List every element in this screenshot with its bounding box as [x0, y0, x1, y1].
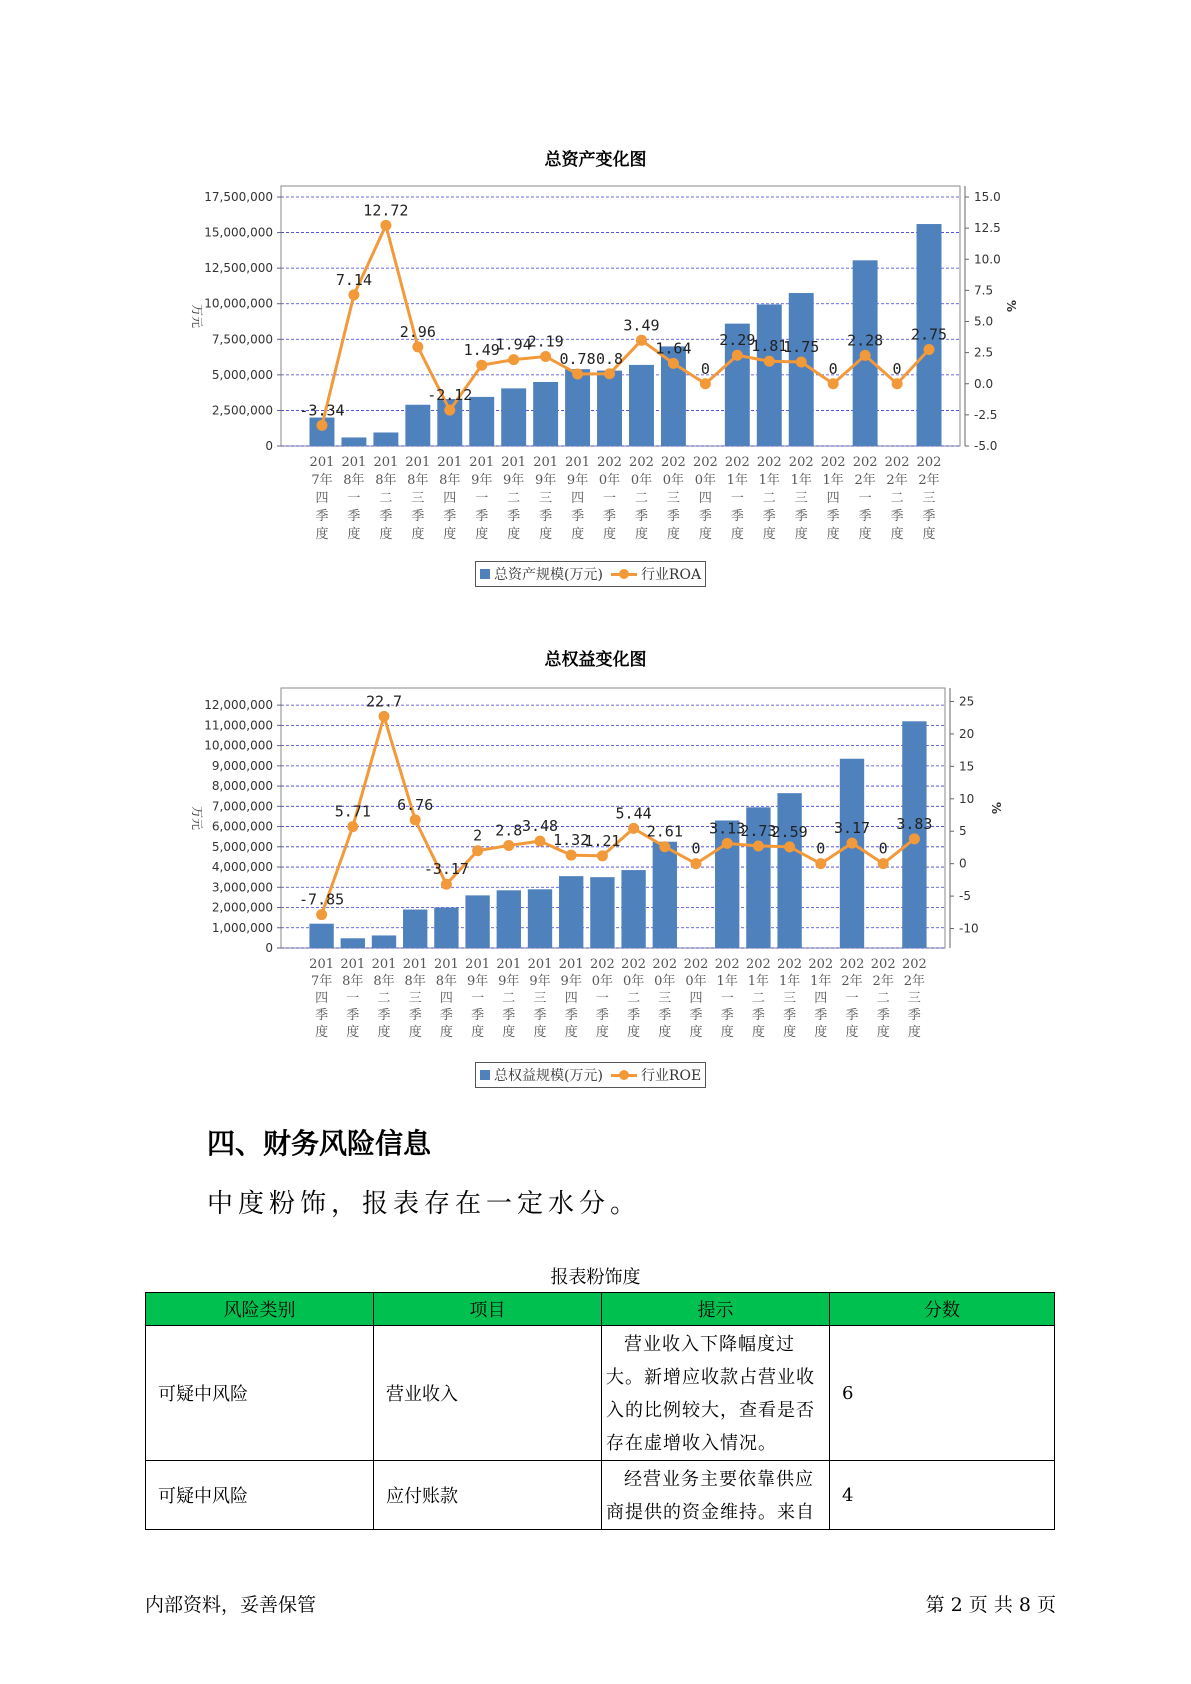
data-label: 2.28	[847, 331, 884, 350]
line-point	[784, 841, 795, 852]
x-tick-label: 201 8年二季度	[371, 957, 397, 1040]
data-label: 2.75	[910, 325, 948, 344]
y2-tick-label: 15	[959, 759, 975, 774]
x-tick-label: 202 1年二季度	[756, 455, 782, 542]
y-tick-label: 10,000,000	[204, 296, 273, 311]
y-tick-label: 2,000,000	[211, 900, 273, 915]
y2-tick-label: 2.5	[974, 345, 994, 360]
legend-line-swatch	[611, 569, 637, 579]
y-tick-label: 7,500,000	[211, 332, 273, 347]
data-label: 0	[892, 359, 902, 378]
line-point	[628, 823, 639, 834]
line-point	[316, 909, 327, 920]
line-point	[348, 289, 359, 300]
data-label: 1.21	[584, 831, 621, 850]
x-tick-label: 202 0年二季度	[629, 455, 654, 542]
y2-tick-label: 5	[959, 824, 967, 839]
x-tick-label: 201 9年二季度	[501, 455, 527, 542]
bar	[629, 365, 654, 446]
cell-score: 4	[830, 1461, 1055, 1530]
x-tick-label: 202 2年三季度	[916, 455, 942, 542]
legend-bar-label: 总权益规模(万元)	[494, 1068, 603, 1084]
line-point	[597, 850, 608, 861]
bar	[469, 397, 494, 446]
line-point	[572, 369, 583, 380]
header-score: 分数	[830, 1293, 1055, 1326]
data-label: -7.85	[299, 890, 345, 909]
cell-hint: 经营业务主要依靠供应商提供的资金维持。来自	[602, 1461, 830, 1530]
bar	[840, 759, 864, 948]
y2-tick-label: 12.5	[974, 221, 1001, 236]
x-tick-label: 201 7年四季度	[309, 957, 335, 1040]
x-tick-label: 202 0年一季度	[589, 957, 615, 1040]
x-tick-label: 201 9年三季度	[533, 455, 559, 542]
data-label: 6.76	[397, 795, 434, 814]
bar	[341, 437, 366, 446]
line-point	[380, 220, 391, 231]
table-row	[146, 1326, 1055, 1461]
y2-tick-label: 5.0	[974, 314, 994, 329]
line-point	[924, 344, 935, 355]
y2-axis-label: %	[1004, 299, 1018, 313]
bar	[372, 935, 396, 948]
data-label: 0.8	[595, 349, 624, 368]
line-point	[700, 378, 711, 389]
legend-line-label: 行业ROE	[640, 1068, 702, 1084]
x-tick-label: 201 9年四季度	[558, 957, 584, 1040]
legend-bar-swatch	[480, 1070, 490, 1080]
bar	[621, 870, 645, 948]
bar	[434, 908, 458, 948]
legend-bar-label: 总资产规模(万元)	[494, 567, 603, 583]
line-point	[503, 840, 514, 851]
y2-tick-label: 20	[959, 726, 975, 741]
table-header-row	[146, 1293, 1055, 1326]
data-label: 3.49	[623, 316, 660, 335]
bar	[590, 877, 614, 948]
x-tick-label: 202 0年四季度	[683, 957, 709, 1040]
line-point	[815, 858, 826, 869]
data-label: 22.7	[365, 692, 403, 711]
x-tick-label: 201 8年四季度	[433, 957, 459, 1040]
line-point	[508, 354, 519, 365]
y2-tick-label: -10	[959, 921, 979, 936]
table-row	[146, 1461, 1055, 1530]
line-point	[909, 833, 920, 844]
x-tick-label: 201 8年二季度	[373, 455, 399, 542]
line-point	[722, 838, 733, 849]
cell-item: 应付账款	[374, 1461, 602, 1530]
y-tick-label: 7,000,000	[211, 799, 273, 814]
y2-tick-label: 25	[959, 694, 975, 709]
y2-axis-label: %	[989, 801, 1003, 815]
x-tick-label: 201 8年四季度	[437, 455, 463, 542]
bar	[501, 388, 526, 446]
data-label: 1.75	[783, 337, 820, 356]
data-label: 3.83	[896, 814, 933, 833]
data-label: 2.8	[495, 821, 523, 840]
y-tick-label: 5,000,000	[211, 839, 273, 854]
x-tick-label: 202 1年一季度	[714, 957, 740, 1040]
x-tick-label: 201 8年三季度	[402, 957, 428, 1040]
y-tick-label: 8,000,000	[211, 779, 273, 794]
y2-tick-label: -5	[959, 889, 971, 904]
line-point	[732, 350, 743, 361]
line-point	[878, 858, 889, 869]
x-tick-label: 201 8年一季度	[341, 455, 367, 542]
line-point	[472, 845, 483, 856]
x-tick-label: 202 0年一季度	[597, 455, 622, 542]
line-point	[764, 356, 775, 367]
equity-chart	[0, 672, 1191, 1072]
data-label: 2.61	[646, 822, 683, 841]
x-tick-label: 202 0年四季度	[692, 455, 718, 542]
cell-category: 可疑中风险	[146, 1461, 374, 1530]
y-tick-label: 17,500,000	[204, 190, 273, 204]
x-tick-label: 201 7年四季度	[309, 455, 335, 542]
line-point	[316, 420, 327, 431]
data-label: 2.29	[719, 331, 756, 350]
footer-confidential: 内部资料，妥善保管	[145, 1594, 317, 1616]
y2-tick-label: -5.0	[974, 439, 998, 453]
chart-title-assets: 总资产变化图	[544, 150, 647, 170]
line-point	[796, 356, 807, 367]
y-tick-label: 12,500,000	[204, 261, 273, 276]
bar	[341, 938, 365, 948]
y-tick-label: 6,000,000	[211, 819, 273, 834]
legend-bar-swatch	[480, 569, 490, 579]
assets-chart	[0, 170, 1191, 700]
y2-tick-label: 0	[959, 856, 967, 871]
bar	[777, 793, 801, 948]
x-tick-label: 202 0年三季度	[652, 957, 678, 1040]
cell-item: 营业收入	[374, 1326, 602, 1461]
equity-legend	[475, 1062, 706, 1088]
bar	[403, 910, 427, 948]
data-label: 0	[828, 359, 838, 378]
line-point	[860, 350, 871, 361]
section-summary: 中度粉饰，报表存在一定水分。	[207, 1189, 642, 1219]
data-label: 0	[816, 839, 826, 858]
line-point	[604, 368, 615, 379]
x-tick-label: 202 2年三季度	[901, 957, 927, 1040]
bar	[309, 924, 333, 948]
bar	[405, 405, 430, 446]
data-label: 2.73	[740, 821, 777, 840]
bar	[373, 432, 398, 446]
y-tick-label: 10,000,000	[204, 738, 273, 753]
line-point	[379, 711, 390, 722]
data-label: 0	[878, 839, 888, 858]
line-point	[476, 360, 487, 371]
bar	[597, 371, 622, 446]
data-label: 2.96	[399, 322, 436, 341]
bar	[653, 842, 677, 948]
y-tick-label: 3,000,000	[211, 880, 273, 895]
data-label: 2	[473, 826, 483, 845]
data-label: 1.49	[463, 341, 500, 360]
x-tick-label: 202 0年三季度	[661, 455, 686, 542]
data-label: 2.19	[527, 332, 564, 351]
x-tick-label: 202 2年二季度	[870, 957, 896, 1040]
line-point	[659, 841, 670, 852]
data-label: 3.17	[833, 819, 871, 838]
line-point	[753, 840, 764, 851]
x-tick-label: 202 2年二季度	[884, 455, 910, 542]
legend-line-label: 行业ROA	[640, 567, 702, 583]
x-tick-label: 202 1年四季度	[808, 957, 834, 1040]
x-tick-label: 201 9年一季度	[465, 957, 491, 1040]
data-label: 5.44	[615, 804, 652, 823]
x-tick-label: 201 9年四季度	[565, 455, 590, 542]
cell-hint: 营业收入下降幅度过大。新增应收款占营业收入的比例较大，查看是否存在虚增收入情况。	[602, 1326, 830, 1461]
bar	[465, 895, 489, 948]
line-point	[347, 821, 358, 832]
legend-line-swatch	[611, 1070, 637, 1080]
x-tick-label: 201 9年一季度	[469, 455, 495, 542]
data-label: 0.78	[559, 350, 596, 369]
data-label: -3.17	[423, 860, 469, 879]
x-tick-label: 202 1年四季度	[820, 455, 846, 542]
y-tick-label: 15,000,000	[204, 225, 273, 240]
bar	[528, 889, 552, 948]
risk-table	[145, 1292, 1055, 1530]
y2-tick-label: 10	[959, 791, 975, 806]
bar	[533, 382, 558, 446]
data-label: 1.94	[495, 335, 532, 354]
bar	[559, 876, 583, 948]
y-tick-label: 11,000,000	[204, 718, 273, 733]
header-item: 项目	[374, 1293, 602, 1326]
data-label: 12.72	[363, 201, 409, 220]
chart-title-equity: 总权益变化图	[544, 650, 647, 670]
bar	[757, 304, 782, 446]
y2-tick-label: 7.5	[974, 283, 994, 298]
bar	[497, 890, 521, 948]
line-point	[892, 378, 903, 389]
x-tick-label: 201 8年一季度	[340, 957, 366, 1040]
line-point	[636, 335, 647, 346]
bar	[565, 369, 590, 446]
x-tick-label: 202 2年一季度	[839, 957, 865, 1040]
cell-category: 可疑中风险	[146, 1326, 374, 1461]
data-label: 5.71	[334, 802, 371, 821]
data-label: 0	[700, 359, 710, 378]
data-label: 0	[691, 839, 701, 858]
y-tick-label: 5,000,000	[211, 367, 273, 382]
data-label: 1.32	[553, 831, 590, 850]
x-tick-label: 202 0年二季度	[621, 957, 647, 1040]
line-point	[668, 358, 679, 369]
y-tick-label: 1,000,000	[211, 920, 273, 935]
y2-tick-label: -2.5	[974, 407, 998, 422]
x-tick-label: 202 2年一季度	[852, 455, 878, 542]
data-label: 3.48	[521, 817, 559, 836]
line-point	[441, 879, 452, 890]
cell-score: 6	[830, 1326, 1055, 1461]
x-tick-label: 202 1年三季度	[788, 455, 814, 542]
x-tick-label: 202 1年三季度	[777, 957, 803, 1040]
y-axis-label: 万元	[190, 303, 204, 329]
x-tick-label: 201 8年三季度	[405, 455, 431, 542]
y2-tick-label: 0.0	[974, 376, 994, 391]
line-point	[566, 850, 577, 861]
header-category: 风险类别	[146, 1293, 374, 1326]
y-tick-label: 0	[265, 439, 273, 453]
line-point	[444, 405, 455, 416]
line-point	[828, 378, 839, 389]
data-label: -2.12	[427, 386, 473, 405]
line-point	[535, 836, 546, 847]
y-tick-label: 9,000,000	[211, 758, 273, 773]
y-axis-label: 万元	[190, 805, 204, 831]
data-label: 7.14	[335, 270, 372, 289]
line-point	[691, 858, 702, 869]
line-point	[540, 351, 551, 362]
line-point	[410, 814, 421, 825]
line-point	[412, 341, 423, 352]
x-tick-label: 201 9年二季度	[496, 957, 522, 1040]
x-tick-label: 202 1年二季度	[745, 957, 771, 1040]
assets-legend	[475, 561, 706, 587]
data-label: -3.34	[299, 401, 345, 420]
header-hint: 提示	[602, 1293, 830, 1326]
data-label: 1.81	[751, 337, 788, 356]
section-heading: 四、财务风险信息	[207, 1127, 432, 1160]
y-tick-label: 12,000,000	[204, 698, 273, 713]
y-tick-label: 4,000,000	[211, 860, 273, 875]
data-label: 1.64	[655, 339, 692, 358]
y-tick-label: 2,500,000	[211, 403, 273, 418]
y2-tick-label: 10.0	[974, 252, 1001, 267]
table-caption: 报表粉饰度	[550, 1267, 641, 1288]
y-tick-label: 0	[265, 941, 273, 955]
footer-page-number: 第 2 页 共 8 页	[925, 1594, 1056, 1616]
x-tick-label: 202 1年一季度	[724, 455, 750, 542]
data-label: 2.59	[771, 822, 808, 841]
data-label: 3.13	[709, 819, 746, 838]
x-tick-label: 201 9年三季度	[527, 957, 553, 1040]
y2-tick-label: 15.0	[974, 190, 1001, 204]
line-point	[847, 838, 858, 849]
